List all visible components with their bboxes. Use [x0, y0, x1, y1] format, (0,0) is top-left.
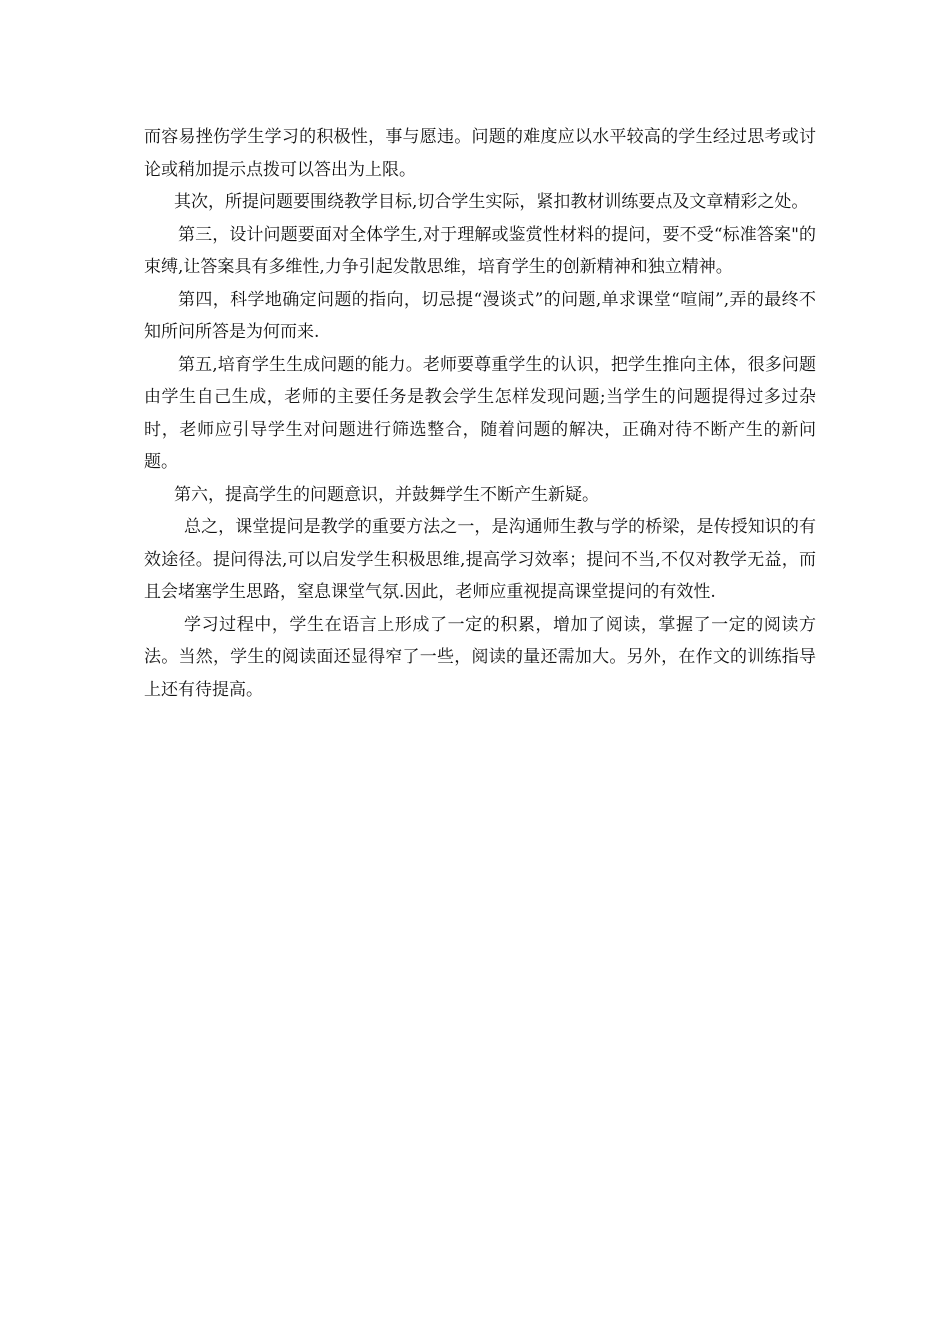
paragraph-fifth: 第五,培育学生生成问题的能力。老师要尊重学生的认识，把学生推向主体，很多问题由学生自己生成，老师的主要任务是教会学生怎样发现问题;当学生的问题提得过多过杂时，老师应引导学生对问题进行筛选整合，随着问题的解决，正确对待不断产生的新问题。 [144, 354, 816, 472]
paragraph-second: 其次，所提问题要围绕教学目标,切合学生实际，紧扣教材训练要点及文章精彩之处。 [174, 192, 809, 212]
document-body [144, 121, 816, 706]
paragraph-continuation: 而容易挫伤学生学习的积极性，事与愿违。问题的难度应以水平较高的学生经过思考或讨论或稍加提示点拨可以答出为上限。 [144, 127, 816, 180]
paragraph-reflection: 学习过程中，学生在语言上形成了一定的积累，增加了阅读，掌握了一定的阅读方法。当然，学生的阅读面还显得窄了一些，阅读的量还需加大。另外，在作文的训练指导上还有待提高。 [144, 614, 816, 700]
paragraph-fourth: 第四，科学地确定问题的指向，切忌提“漫谈式”的问题,单求课堂“喧闹”,弄的最终不知所问所答是为何而来. [144, 289, 816, 342]
paragraph-sixth: 第六，提高学生的问题意识，并鼓舞学生不断产生新疑。 [174, 484, 599, 505]
paragraph-third: 第三，设计问题要面对全体学生,对于理解或鉴赏性材料的提问，要不受“标准答案"的束缚,让答案具有多维性,力争引起发散思维，培育学生的创新精神和独立精神。 [144, 224, 816, 277]
paragraph-summary: 总之，课堂提问是教学的重要方法之一，是沟通师生教与学的桥梁，是传授知识的有效途径。提问得法,可以启发学生积极思维,提高学习效率；提问不当,不仅对教学无益，而且会堵塞学生思路，窒息课堂气氛.因此，老师应重视提高课堂提问的有效性. [144, 517, 816, 602]
